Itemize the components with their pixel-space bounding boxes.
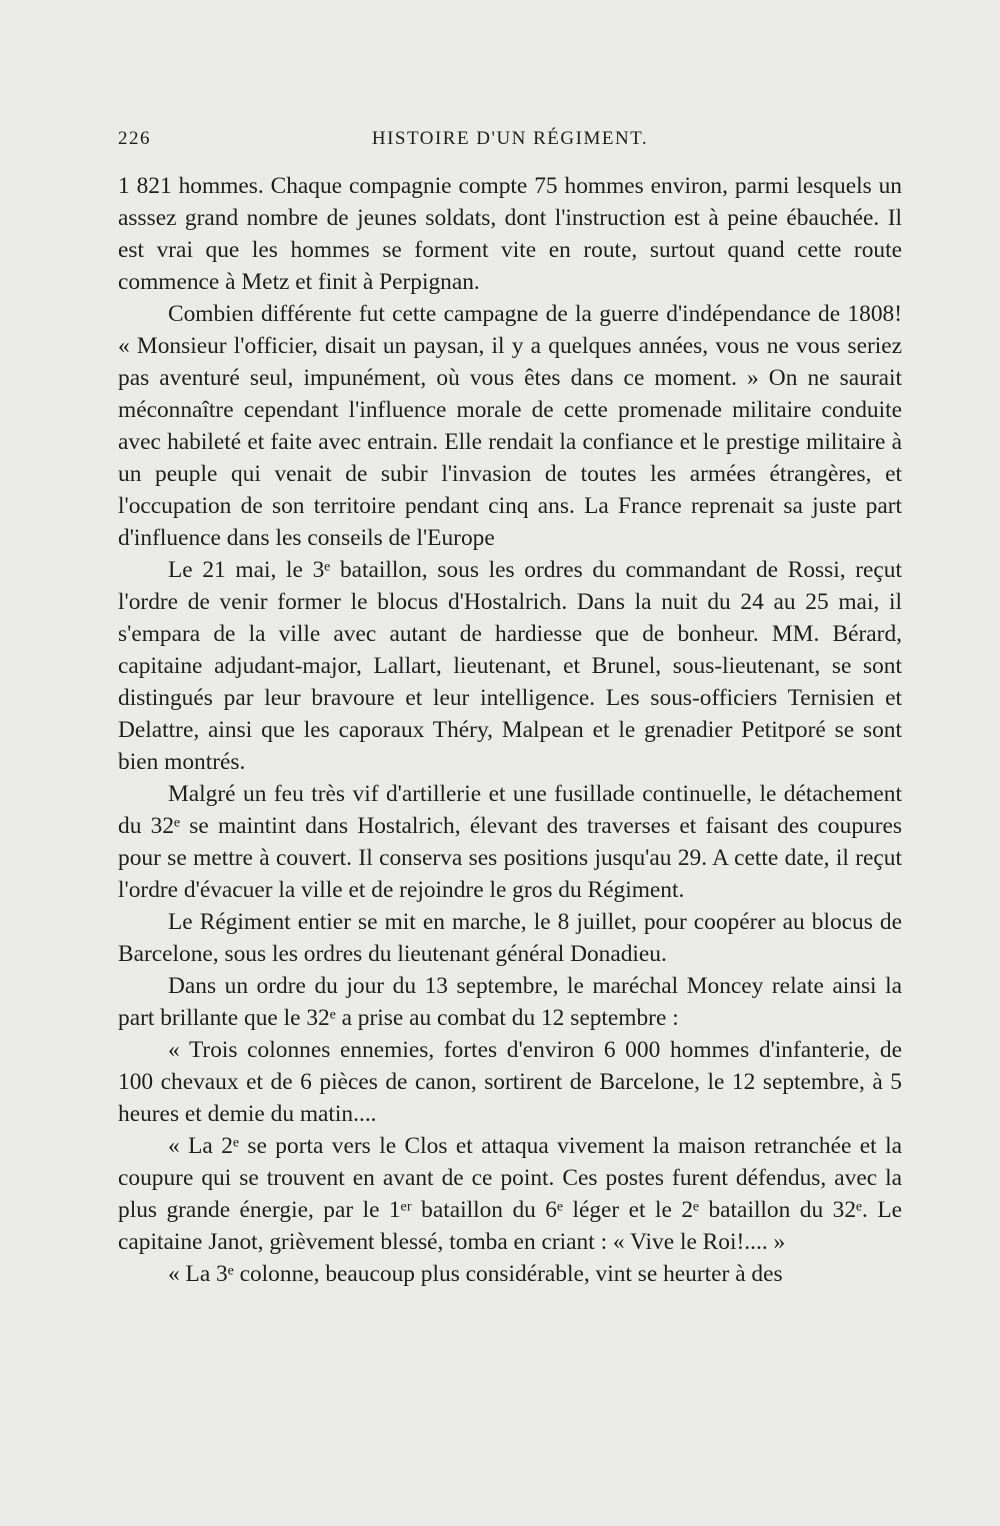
paragraph: « La 2ᵉ se porta vers le Clos et attaqua vivement la maison retranchée et la coupure qui se trouvent en avant de ce point. Ces postes furent défendus, avec la plus grande énergie, par le 1ᵉʳ bataillon du 6ᵉ léger et le 2ᵉ bataillon du 32ᵉ. Le capitaine Janot, grièvement blessé, tomba en criant : « Vive le Roi!.... » — [118, 1133, 902, 1255]
paragraph: Le 21 mai, le 3ᵉ bataillon, sous les ordres du commandant de Rossi, reçut l'ordre de venir former le blocus d'Hostalrich. Dans la nuit du 24 au 25 mai, il s'empara de la ville avec autant de hardiesse que de bonheur. MM. Bérard, capitaine adjudant-major, Lallart, lieutenant, et Brunel, sous-lieutenant, se sont distingués par leur bravoure et leur intelligence. Les sous-officiers Ternisien et Delattre, ainsi que les caporaux Théry, Malpean et le grenadier Petitporé se sont bien montrés. — [118, 557, 902, 775]
page-number: 226 — [118, 128, 151, 149]
paragraph: Malgré un feu très vif d'artillerie et une fusillade continuelle, le détachement du 32ᵉ se maintint dans Hostalrich, élevant des traverses et faisant des coupures pour se mettre à couvert. Il conserva ses positions jusqu'au 29. A cette date, il reçut l'ordre d'évacuer la ville et de rejoindre le gros du Régiment. — [118, 781, 902, 903]
paragraph: Le Régiment entier se mit en marche, le 8 juillet, pour coopérer au blocus de Barcelone, sous les ordres du lieutenant général Donadieu. — [118, 909, 902, 967]
paragraph: « Trois colonnes ennemies, fortes d'environ 6 000 hommes d'infanterie, de 100 chevaux et de 6 pièces de canon, sortirent de Barcelone, le 12 septembre, à 5 heures et demie du matin.... — [118, 1037, 902, 1127]
paragraph: Dans un ordre du jour du 13 septembre, le maréchal Moncey relate ainsi la part brillante que le 32ᵉ a prise au combat du 12 septembre : — [118, 973, 902, 1031]
running-title: HISTOIRE D'UN RÉGIMENT. — [371, 128, 649, 149]
paragraph: « La 3ᵉ colonne, beaucoup plus considérable, vint se heurter à des — [168, 1261, 783, 1287]
paragraph: Combien différente fut cette campagne de la guerre d'indépendance de 1808! « Monsieur l'officier, disait un paysan, il y a quelques années, vous ne vous seriez pas aventuré seul, impunément, où vous êtes dans ce moment. » On ne saurait méconnaître cependant l'influence morale de cette promenade militaire conduite avec habileté et faite avec entrain. Elle rendait la confiance et le prestige militaire à un peuple qui venait de subir l'invasion de toutes les armées étrangères, et l'occupation de son territoire pendant cinq ans. La France reprenait sa juste part d'influence dans les conseils de l'Europe — [118, 301, 902, 551]
body-text — [118, 170, 902, 1290]
page-header — [118, 128, 902, 158]
paragraph: 1 821 hommes. Chaque compagnie compte 75 hommes environ, parmi lesquels un asssez grand nombre de jeunes soldats, dont l'instruction est à peine ébauchée. Il est vrai que les hommes se forment vite en route, surtout quand cette route commence à Metz et finit à Perpignan. — [118, 173, 902, 295]
